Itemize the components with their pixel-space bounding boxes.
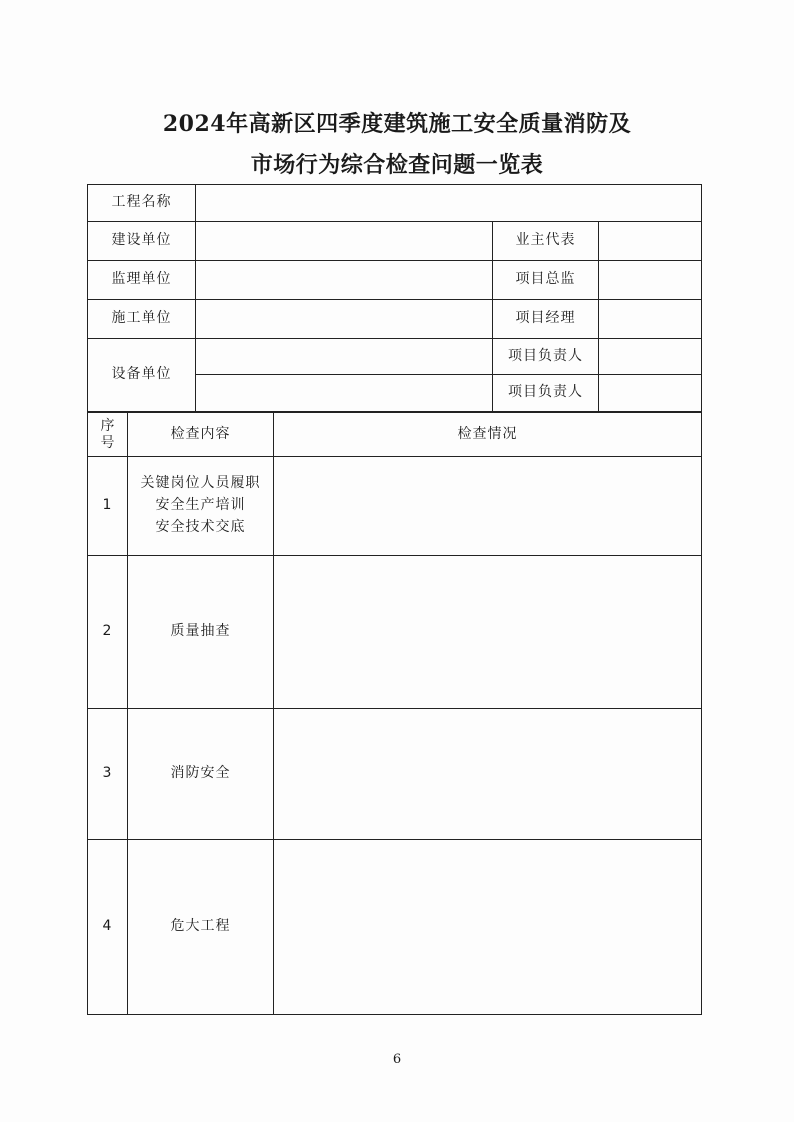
owner-rep-label: 业主代表 — [493, 222, 599, 261]
chief-supervisor-field[interactable] — [599, 261, 702, 300]
row-content-line: 安全技术交底 — [155, 518, 246, 535]
person-in-charge-field-2[interactable] — [599, 375, 702, 412]
row-content — [128, 840, 274, 1015]
constructor-label: 施工单位 — [88, 300, 196, 339]
row-content-line: 关键岗位人员履职 — [140, 475, 261, 492]
header-status: 检查情况 — [274, 413, 702, 457]
row-content-line: 安全生产培训 — [155, 497, 246, 514]
page-number: 6 — [392, 1052, 402, 1067]
builder-label: 建设单位 — [88, 222, 196, 261]
builder-field[interactable] — [196, 222, 493, 261]
table-row — [88, 709, 702, 840]
project-name-field[interactable] — [196, 185, 702, 222]
row-content — [128, 457, 274, 556]
table-row — [88, 840, 702, 1015]
equipment-field-2[interactable] — [196, 375, 493, 412]
checklist-header-row — [88, 413, 702, 457]
row-status-field[interactable] — [274, 457, 702, 556]
title-line-1: 2024年高新区四季度建筑施工安全质量消防及 — [162, 111, 632, 137]
row-content-line: 危大工程 — [170, 918, 231, 935]
project-manager-label: 项目经理 — [493, 300, 599, 339]
project-manager-field[interactable] — [599, 300, 702, 339]
row-content — [128, 556, 274, 709]
row-number: 3 — [88, 709, 128, 840]
person-in-charge-label-1: 项目负责人 — [493, 339, 599, 375]
table-row — [88, 556, 702, 709]
row-content-line: 消防安全 — [170, 765, 231, 782]
row-content — [128, 709, 274, 840]
equipment-label: 设备单位 — [88, 339, 196, 412]
row-project-name — [88, 185, 702, 222]
constructor-field[interactable] — [196, 300, 493, 339]
header-content: 检查内容 — [128, 413, 274, 457]
row-status-field[interactable] — [274, 556, 702, 709]
person-in-charge-field-1[interactable] — [599, 339, 702, 375]
project-name-label: 工程名称 — [88, 185, 196, 222]
equipment-field-1[interactable] — [196, 339, 493, 375]
inspection-checklist-table — [87, 412, 702, 1015]
row-number: 1 — [88, 457, 128, 556]
header-no-text: 序号 — [100, 417, 115, 451]
row-constructor — [88, 300, 702, 339]
chief-supervisor-label: 项目总监 — [493, 261, 599, 300]
project-info-table — [87, 184, 702, 412]
row-number: 4 — [88, 840, 128, 1015]
row-number: 2 — [88, 556, 128, 709]
row-status-field[interactable] — [274, 840, 702, 1015]
supervisor-label: 监理单位 — [88, 261, 196, 300]
table-row — [88, 457, 702, 556]
owner-rep-field[interactable] — [599, 222, 702, 261]
row-content-line: 质量抽查 — [170, 623, 231, 640]
supervisor-field[interactable] — [196, 261, 493, 300]
header-no — [88, 413, 128, 457]
row-status-field[interactable] — [274, 709, 702, 840]
row-supervisor — [88, 261, 702, 300]
person-in-charge-label-2: 项目负责人 — [493, 375, 599, 412]
row-builder — [88, 222, 702, 261]
title-line-2: 市场行为综合检查问题一览表 — [250, 152, 544, 178]
row-equipment-1 — [88, 339, 702, 375]
